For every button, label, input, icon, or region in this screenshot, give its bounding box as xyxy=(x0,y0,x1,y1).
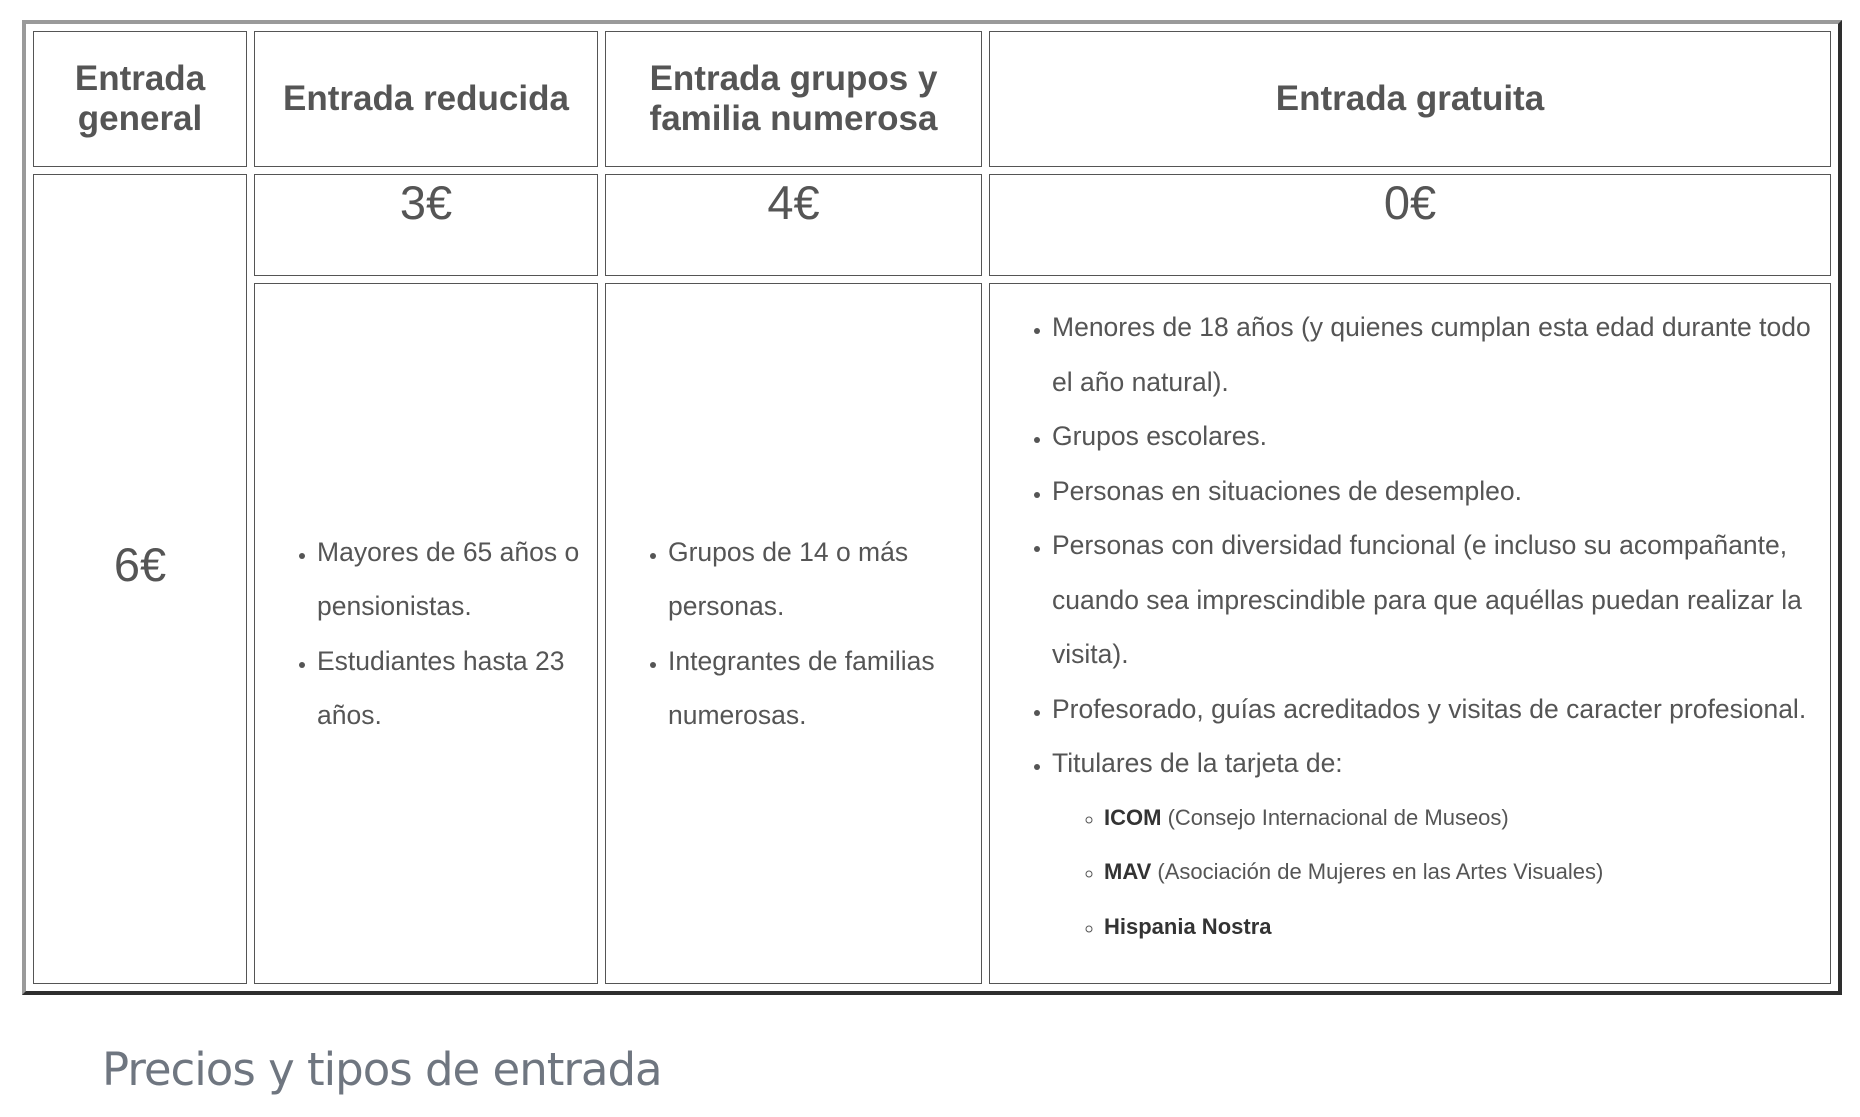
list-item: • Mayores de 65 años o pensionistas. xyxy=(317,525,597,634)
header-entrada-general: Entrada general xyxy=(33,31,247,167)
reducida-list xyxy=(255,525,597,743)
list-item: • Estudiantes hasta 23 años. xyxy=(317,634,597,743)
header-entrada-grupos: Entrada grupos y familia numerosa xyxy=(605,31,982,167)
list-item: • Integrantes de familias numerosas. xyxy=(668,634,981,743)
list-item: • Profesorado, guías acreditados y visitas de caracter profesional. xyxy=(1052,682,1830,737)
card-name: Hispania Nostra xyxy=(1104,913,1272,939)
card-item-mav xyxy=(1104,845,1830,900)
header-row xyxy=(33,31,1831,167)
header-entrada-reducida: Entrada reducida xyxy=(254,31,598,167)
price-reducida: 3€ xyxy=(254,174,598,276)
card-desc: (Asociación de Mujeres en las Artes Visuales) xyxy=(1151,859,1604,884)
price-row xyxy=(33,174,1831,276)
cards-intro: Titulares de la tarjeta de: xyxy=(1052,748,1343,778)
list-item xyxy=(1052,736,1830,954)
grupos-list xyxy=(606,525,981,743)
card-desc: (Consejo Internacional de Museos) xyxy=(1161,804,1509,830)
gratuita-conditions xyxy=(989,283,1831,984)
card-name: ICOM xyxy=(1104,804,1162,830)
price-general: 6€ xyxy=(33,174,247,984)
list-item: • Grupos de 14 o más personas. xyxy=(668,525,981,634)
reducida-conditions xyxy=(254,283,598,984)
cards-list xyxy=(1052,791,1830,955)
card-item-icom xyxy=(1104,791,1830,846)
list-item: • Personas en situaciones de desempleo. xyxy=(1052,464,1830,519)
card-name: MAV xyxy=(1104,859,1152,884)
section-title: Precios y tipos de entrada xyxy=(102,1043,662,1096)
gratuita-list xyxy=(990,284,1830,966)
list-item: • Grupos escolares. xyxy=(1052,409,1830,464)
prices-table xyxy=(22,20,1842,995)
card-item-hispania-nostra xyxy=(1104,900,1830,955)
grupos-conditions xyxy=(605,283,982,984)
header-entrada-gratuita: Entrada gratuita xyxy=(989,31,1831,167)
conditions-row xyxy=(33,283,1831,984)
list-item: • Menores de 18 años (y quienes cumplan esta edad durante todo el año natural). xyxy=(1052,300,1830,409)
price-gratuita: 0€ xyxy=(989,174,1831,276)
list-item: • Personas con diversidad funcional (e incluso su acompañante, cuando sea imprescindible para que aquéllas puedan realizar la visita). xyxy=(1052,518,1830,682)
price-grupos: 4€ xyxy=(605,174,982,276)
